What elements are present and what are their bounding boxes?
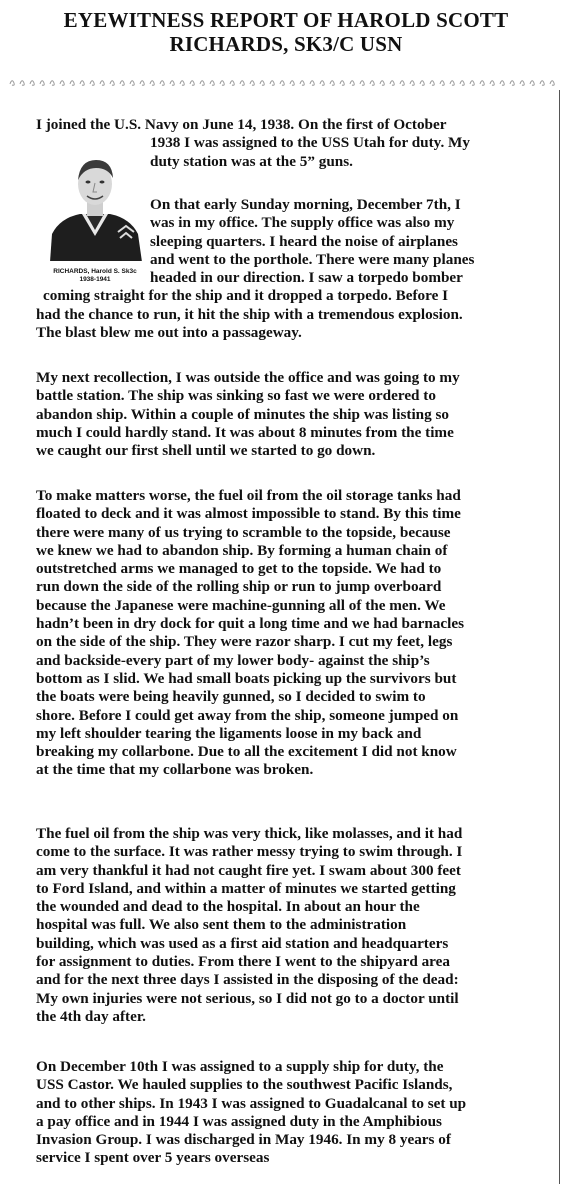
divider-mark: [440, 81, 444, 86]
text-line: headed in our direction. I saw a torpedo bomber: [150, 269, 463, 287]
divider-mark: [40, 81, 44, 86]
text-line: for assignment to duties. From there I went to the shipyard area: [36, 953, 450, 971]
divider-mark: [310, 81, 314, 86]
divider-mark: [330, 81, 334, 86]
text-line: My own injuries were not serious, so I did not go to a doctor until: [36, 989, 459, 1007]
text-line: sleeping quarters. I heard the noise of airplanes: [150, 232, 458, 250]
divider-mark: [450, 81, 454, 86]
divider-mark: [410, 81, 414, 86]
paragraph-5: [36, 825, 558, 1026]
divider-mark: [180, 81, 184, 86]
divider-mark: [390, 81, 394, 86]
photo-caption-years: 1938-1941: [79, 276, 111, 283]
text-line: To make matters worse, the fuel oil from the oil storage tanks had: [36, 487, 461, 504]
text-line: a pay office and in 1944 I was assigned duty in the Amphibious: [36, 1112, 442, 1130]
text-line: 1938 I was assigned to the USS Utah for duty. My: [150, 134, 470, 152]
paragraph-2: [36, 196, 558, 342]
text-line: coming straight for the ship and it dropped a torpedo. Before I: [43, 287, 449, 305]
divider-mark: [160, 81, 164, 86]
text-line: service I spent over 5 years overseas: [36, 1149, 270, 1167]
text-line: at the time that my collarbone was broken.: [36, 761, 314, 779]
divider-mark: [300, 81, 304, 86]
text-line: run down the side of the rolling ship or run to jump overboard: [36, 578, 442, 596]
divider-mark: [400, 81, 404, 86]
divider-mark: [210, 81, 214, 86]
text-line: The blast blew me out into a passageway.: [36, 324, 302, 342]
text-line: outstretched arms we managed to get to the topside. We had to: [36, 560, 442, 578]
text-line: building, which was used as a first aid station and headquarters: [36, 934, 449, 952]
text-line: duty station was at the 5” guns.: [150, 152, 353, 170]
text-line: had the chance to run, it hit the ship with a tremendous explosion.: [36, 305, 463, 323]
paragraph-6: [36, 1058, 558, 1168]
paragraph-4: [36, 487, 558, 780]
text-line: hospital was full. We also sent them to the administration: [36, 916, 407, 934]
divider-mark: [220, 81, 224, 86]
divider-mark: [150, 81, 154, 86]
text-line: my left shoulder tearing the ligaments loose in my back and: [36, 724, 422, 742]
text-line: the boats were being heavily gunned, so I decided to swim to: [36, 688, 426, 706]
divider-mark: [260, 81, 264, 86]
text-line: Invasion Group. I was discharged in May 1946. In my 8 years of: [36, 1131, 451, 1149]
divider-mark: [110, 81, 114, 86]
text-line: hadn’t been in dry dock for quit a long time and we had barnacles: [36, 615, 464, 633]
divider-mark: [20, 81, 24, 86]
divider-mark: [510, 81, 514, 86]
divider-mark: [420, 81, 424, 86]
title-line-2: RICHARDS, SK3/C USN: [169, 32, 403, 56]
text-line: shore. Before I could get away from the ship, someone jumped on: [36, 706, 459, 724]
text-line: On December 10th I was assigned to a supply ship for duty, the: [36, 1058, 444, 1075]
text-line: On that early Sunday morning, December 7th, I: [150, 196, 461, 213]
divider-mark: [550, 81, 554, 86]
text-line: breaking my collarbone. Due to all the excitement I did not know: [36, 743, 457, 761]
divider-mark: [480, 81, 484, 86]
text-line: we knew we had to abandon ship. By forming a human chain of: [36, 541, 448, 559]
divider-mark: [230, 81, 234, 86]
divider-mark: [500, 81, 504, 86]
report-panel: [6, 90, 560, 1184]
title-line-1: EYEWITNESS REPORT OF HAROLD SCOTT: [63, 8, 509, 32]
paragraph-1: [36, 116, 558, 171]
text-line: on the side of the ship. They were razor sharp. I cut my feet, legs: [36, 633, 453, 651]
divider-mark: [100, 81, 104, 86]
divider-mark: [10, 81, 14, 86]
text-line: USS Castor. We hauled supplies to the southwest Pacific Islands,: [36, 1076, 453, 1094]
text-line: was in my office. The supply office was also my: [150, 214, 455, 232]
divider-mark: [350, 81, 354, 86]
divider-mark: [60, 81, 64, 86]
divider-mark: [270, 81, 274, 86]
text-line: much I could hardly stand. It was about 8 minutes from the time: [36, 423, 454, 441]
text-line: because the Japanese were machine-gunning all of the men. We: [36, 596, 446, 614]
text-line: and to other ships. In 1943 I was assigned to Guadalcanal to set up: [36, 1094, 467, 1112]
text-line: the wounded and dead to the hospital. In about an hour the: [36, 898, 420, 916]
text-line: and for the next three days I assisted in the disposing of the dead:: [36, 971, 459, 989]
divider-mark: [340, 81, 344, 86]
text-line: bottom as I slid. We had small boats picking up the survivors but: [36, 669, 457, 687]
text-line: The fuel oil from the ship was very thick, like molasses, and it had: [36, 825, 463, 842]
divider-mark: [490, 81, 494, 86]
divider-mark: [140, 81, 144, 86]
divider-mark: [470, 81, 474, 86]
divider-mark: [290, 81, 294, 86]
text-line: am very thankful it had not caught fire yet. I swam about 300 feet: [36, 861, 461, 879]
text-line: come to the surface. It was rather messy trying to swim through. I: [36, 843, 463, 861]
text-line: battle station. The ship was sinking so fast we were ordered to: [36, 387, 436, 405]
divider-mark: [460, 81, 464, 86]
divider-mark: [280, 81, 284, 86]
divider-mark: [120, 81, 124, 86]
divider-mark: [530, 81, 534, 86]
divider-mark: [250, 81, 254, 86]
divider-mark: [370, 81, 374, 86]
divider-mark: [360, 81, 364, 86]
text-line: floated to deck and it was almost impossible to stand. By this time: [36, 505, 461, 523]
divider-mark: [80, 81, 84, 86]
text-line: to Ford Island, and within a matter of minutes we started getting: [36, 879, 456, 897]
divider-mark: [430, 81, 434, 86]
divider-mark: [130, 81, 134, 86]
text-line: the 4th day after.: [36, 1007, 146, 1025]
divider-mark: [520, 81, 524, 86]
divider-mark: [380, 81, 384, 86]
divider-mark: [30, 81, 34, 86]
decorative-divider: [6, 75, 558, 89]
divider-mark: [50, 81, 54, 86]
text-line: My next recollection, I was outside the office and was going to my: [36, 369, 460, 386]
paragraph-3: [36, 369, 558, 460]
text-line: abandon ship. Within a couple of minutes the ship was listing so: [36, 405, 449, 423]
text-line: and went to the porthole. There were many planes: [150, 250, 475, 268]
divider-mark: [200, 81, 204, 86]
text-line: there were many of us trying to scramble to the topside, because: [36, 523, 451, 541]
text-line: and backside-every part of my lower body- against the ship’s: [36, 651, 430, 669]
text-line: we caught our first shell until we started to go down.: [36, 442, 376, 460]
divider-mark: [240, 81, 244, 86]
page-title: [0, 8, 572, 56]
divider-mark: [540, 81, 544, 86]
text-line: I joined the U.S. Navy on June 14, 1938. On the first of October: [36, 116, 447, 133]
divider-mark: [70, 81, 74, 86]
divider-mark: [320, 81, 324, 86]
photo-caption-name: RICHARDS, Harold S. Sk3c: [53, 268, 137, 275]
divider-mark: [190, 81, 194, 86]
divider-mark: [90, 81, 94, 86]
divider-mark: [170, 81, 174, 86]
